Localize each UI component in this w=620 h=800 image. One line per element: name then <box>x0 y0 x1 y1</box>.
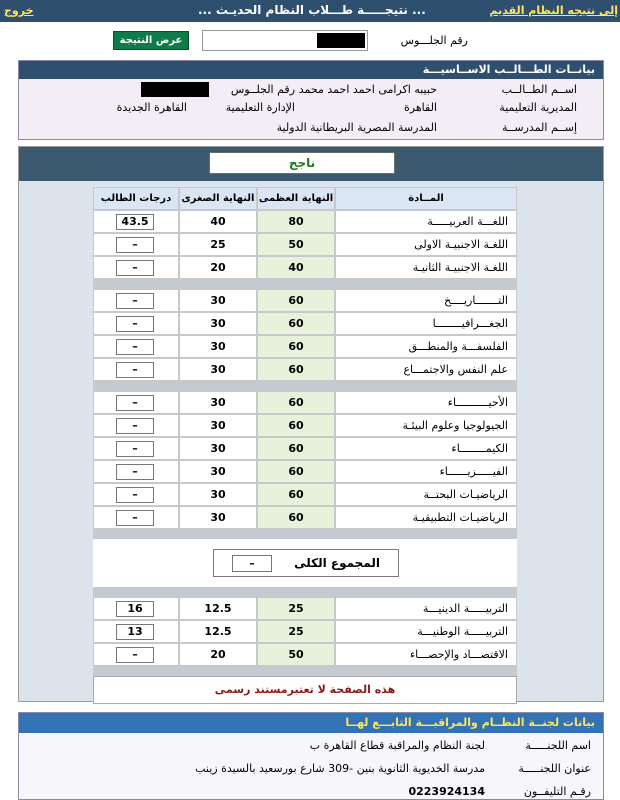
table-header-row <box>93 187 517 210</box>
max-mark: 40 <box>257 256 335 279</box>
total-value: – <box>232 555 272 572</box>
min-mark: 12.5 <box>179 620 257 643</box>
table-row <box>93 460 517 483</box>
score-cell <box>93 358 179 381</box>
results-panel <box>18 146 604 702</box>
committee-panel <box>18 712 604 800</box>
score-value: – <box>116 293 154 309</box>
seat-search-row <box>0 30 620 54</box>
min-mark: 30 <box>179 506 257 529</box>
score-cell <box>93 312 179 335</box>
results-header <box>19 147 603 181</box>
score-value: – <box>116 441 154 457</box>
committee-name-value: لجنة النظام والمراقبة قطاع القاهرة ب <box>309 739 485 752</box>
subject-name: التـــــــاريــــخ <box>335 289 517 312</box>
score-value: – <box>116 339 154 355</box>
score-cell <box>93 620 179 643</box>
max-mark: 25 <box>257 620 335 643</box>
min-mark: 20 <box>179 256 257 279</box>
subject-name: علم النفس والاجتمـــاع <box>335 358 517 381</box>
subject-name: الجغـــرافيــــــــا <box>335 312 517 335</box>
score-cell <box>93 597 179 620</box>
admin-value: القاهرة الجديدة <box>116 101 187 114</box>
redacted-seat-number <box>317 33 365 48</box>
max-mark: 60 <box>257 506 335 529</box>
subject-name: الاقتصـــاد والإحصـــاء <box>335 643 517 666</box>
score-value: – <box>116 418 154 434</box>
max-mark: 80 <box>257 210 335 233</box>
max-mark: 60 <box>257 483 335 506</box>
top-bar <box>0 0 620 22</box>
directorate-label: المديرية التعليمية <box>499 101 577 114</box>
group-separator <box>93 666 517 676</box>
score-cell <box>93 437 179 460</box>
seat-number-input[interactable] <box>202 30 368 51</box>
min-mark: 30 <box>179 414 257 437</box>
score-value: 16 <box>116 601 154 617</box>
subject-name: التربيـــــة الوطنيـــة <box>335 620 517 643</box>
score-value: – <box>116 395 154 411</box>
min-mark: 30 <box>179 289 257 312</box>
score-cell <box>93 289 179 312</box>
table-row <box>93 335 517 358</box>
directorate-value: القاهرة <box>404 101 437 114</box>
committee-phone-value: 0223924134 <box>408 785 485 798</box>
admin-label: الإدارة التعليمية <box>225 101 295 114</box>
max-mark: 60 <box>257 335 335 358</box>
min-mark: 40 <box>179 210 257 233</box>
group-separator <box>93 279 517 289</box>
min-mark: 30 <box>179 335 257 358</box>
score-value: – <box>116 510 154 526</box>
score-value: – <box>116 237 154 253</box>
min-mark: 25 <box>179 233 257 256</box>
max-mark: 60 <box>257 391 335 414</box>
page-title: ... نتيجـــــة طـــلاب النظام الحديـث ... <box>198 3 426 17</box>
table-row <box>93 506 517 529</box>
header-subject: المــادة <box>335 187 517 210</box>
committee-name-label: اسم اللجنـــــة <box>525 739 591 752</box>
table-row <box>93 233 517 256</box>
table-row <box>93 256 517 279</box>
score-value: – <box>116 260 154 276</box>
table-row <box>93 210 517 233</box>
subject-name: الكيمــــــــاء <box>335 437 517 460</box>
score-value: 43.5 <box>116 214 154 230</box>
score-value: – <box>116 316 154 332</box>
min-mark: 30 <box>179 358 257 381</box>
info-seat-label: رقم الجلــوس <box>230 83 295 96</box>
table-row <box>93 391 517 414</box>
score-cell <box>93 460 179 483</box>
table-row <box>93 414 517 437</box>
group-separator <box>93 587 517 597</box>
header-min: النهاية الصغرى <box>179 187 257 210</box>
student-info-panel <box>18 60 604 140</box>
score-cell <box>93 210 179 233</box>
table-row <box>93 597 517 620</box>
score-value: 13 <box>116 624 154 640</box>
max-mark: 60 <box>257 414 335 437</box>
table-row <box>93 620 517 643</box>
seat-number-label: رقم الجلـــوس <box>400 34 468 47</box>
total-label: المجموع الكلى <box>294 556 380 570</box>
student-name-label: اســم الطــالــب <box>501 83 577 96</box>
redacted-seat-value <box>141 82 209 97</box>
score-cell <box>93 391 179 414</box>
max-mark: 60 <box>257 312 335 335</box>
min-mark: 30 <box>179 391 257 414</box>
exit-link[interactable]: خروج <box>4 4 34 17</box>
max-mark: 60 <box>257 460 335 483</box>
committee-address-value: مدرسة الخديوية الثانوية بنين -309 شارع بورسعيد بالسيدة زينب <box>195 762 485 775</box>
max-mark: 50 <box>257 643 335 666</box>
header-max: النهاية العظمى <box>257 187 335 210</box>
subject-name: اللغـة الاجنبيـة الاولى <box>335 233 517 256</box>
score-cell <box>93 483 179 506</box>
group-separator <box>93 529 517 539</box>
student-name-value: حبيبه اكرامى احمد احمد محمد <box>298 83 437 96</box>
table-row <box>93 289 517 312</box>
table-row <box>93 358 517 381</box>
max-mark: 50 <box>257 233 335 256</box>
committee-address-label: عنوان اللجنـــــة <box>518 762 591 775</box>
max-mark: 60 <box>257 437 335 460</box>
subject-name: التربيـــــة الدينيـــة <box>335 597 517 620</box>
show-result-button[interactable]: عرض النتيجة <box>113 31 189 50</box>
student-info-header: بيانــات الطـــالــب الاســاسيـــة <box>19 61 603 79</box>
score-value: – <box>116 464 154 480</box>
score-cell <box>93 256 179 279</box>
subject-name: الفيـــــزيــــــاء <box>335 460 517 483</box>
total-box <box>213 549 399 577</box>
subject-name: اللغـة الاجنبيـة الثانيـة <box>335 256 517 279</box>
max-mark: 60 <box>257 289 335 312</box>
min-mark: 20 <box>179 643 257 666</box>
score-value: – <box>116 362 154 378</box>
min-mark: 12.5 <box>179 597 257 620</box>
score-cell <box>93 233 179 256</box>
score-cell <box>93 335 179 358</box>
school-label: إســم المدرســة <box>502 121 577 134</box>
header-score: درجات الطالب <box>93 187 179 210</box>
score-cell <box>93 506 179 529</box>
score-cell <box>93 414 179 437</box>
result-status: ناجح <box>209 152 395 174</box>
school-value: المدرسة المصرية البريطانية الدولية <box>276 121 437 134</box>
committee-header: بيانات لجنــة النظــام والمراقبـــة التابـــع لهــا <box>19 713 603 733</box>
min-mark: 30 <box>179 437 257 460</box>
min-mark: 30 <box>179 483 257 506</box>
table-row <box>93 437 517 460</box>
group-separator <box>93 381 517 391</box>
table-row <box>93 312 517 335</box>
table-row <box>93 483 517 506</box>
subject-name: الرياضيـات التطبيقيـة <box>335 506 517 529</box>
old-system-link[interactable]: إلى نتيجه النظام القديم <box>489 4 618 17</box>
unofficial-notice: هذه الصفحة لا تعتبرمستند رسمى <box>93 676 517 704</box>
min-mark: 30 <box>179 312 257 335</box>
subject-name: اللغـــة العربيـــــة <box>335 210 517 233</box>
table-row <box>93 643 517 666</box>
subject-name: الأحيــــــــــاء <box>335 391 517 414</box>
committee-phone-label: رقـم التليفــون <box>523 785 591 798</box>
score-cell <box>93 643 179 666</box>
score-value: – <box>116 647 154 663</box>
subject-name: الفلسفـــة والمنطـــق <box>335 335 517 358</box>
min-mark: 30 <box>179 460 257 483</box>
max-mark: 25 <box>257 597 335 620</box>
subject-name: الرياضيـات البحتــة <box>335 483 517 506</box>
score-value: – <box>116 487 154 503</box>
subject-name: الجيولوجيا وعلوم البيئـة <box>335 414 517 437</box>
max-mark: 60 <box>257 358 335 381</box>
